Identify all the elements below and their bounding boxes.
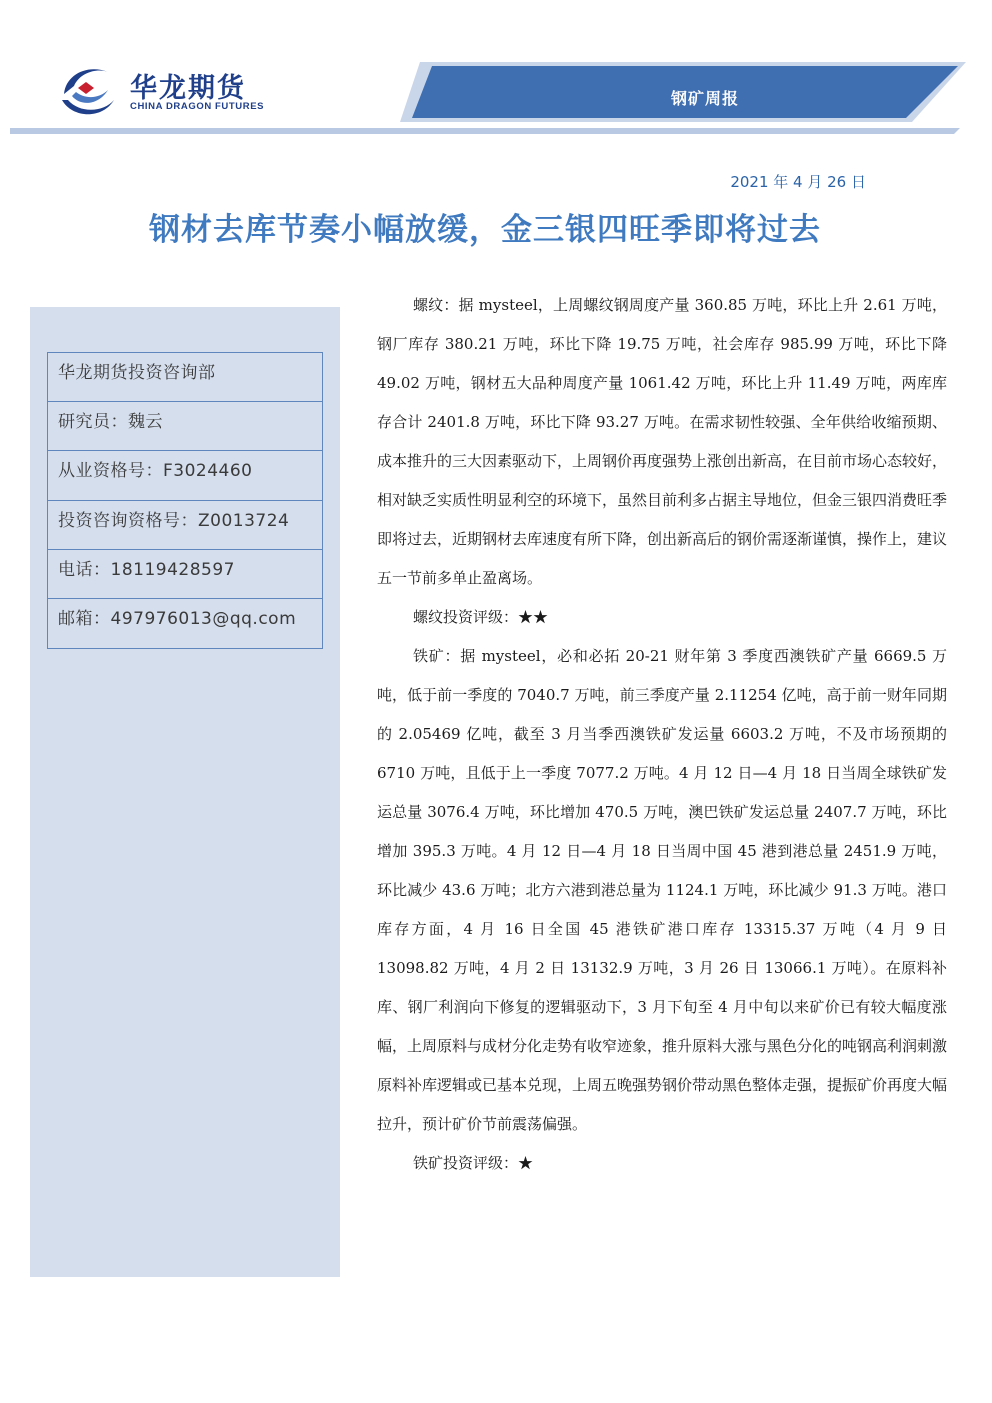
- iron-ore-rating: 铁矿投资评级：★: [413, 1154, 534, 1172]
- report-date: 2021 年 4 月 26 日: [730, 173, 866, 191]
- email-row: 邮箱：497976013@qq.com: [58, 608, 297, 629]
- department-row: 华龙期货投资咨询部: [48, 353, 322, 402]
- page-header: [0, 0, 992, 150]
- rebar-paragraph: 螺纹：据 mysteel，上周螺纹钢周度产量 360.85 万吨，环比上升 2.61 万吨，钢厂库存 380.21 万吨，环比下降 19.75 万吨，社会库存 985.99 万吨，环比下降 49.02 万吨，钢材五大品种周度产量 1061.42 万吨，环比上升 11.49 万吨，两库库存合计 2401.8 万吨，环比下降 93.27 万吨。在需求韧性较强、全年供给收缩预期、成本推升的三大因素驱动下，上周钢价再度强势上涨创出新高，在目前市场心态较好，相对缺乏实质性明显利空的环境下，虽然目前利多占据主导地位，但金三银四消费旺季即将过去，近期钢材去库速度有所下降，创出新高后的钢价需逐渐谨慎，操作上，建议五一节前多单止盈离场。: [377, 296, 948, 587]
- rebar-rating: 螺纹投资评级：★★: [413, 608, 549, 626]
- brand-name-cn: 华龙期货: [130, 73, 246, 104]
- report-body: [377, 286, 947, 1183]
- report-title: 钢材去库节奏小幅放缓，金三银四旺季即将过去: [149, 212, 821, 248]
- report-type-label: 钢矿周报: [670, 89, 739, 108]
- qualification-row: 从业资格号：F3024460: [48, 451, 322, 500]
- researcher-row: 研究员：魏云: [48, 402, 322, 451]
- phone-row: 电话：18119428597: [48, 550, 322, 599]
- analyst-info-table: [47, 352, 323, 649]
- brand-name-en: CHINA DRAGON FUTURES: [130, 101, 265, 112]
- advisory-qualification-row: 投资咨询资格号：Z0013724: [48, 501, 322, 550]
- header-banner: [0, 60, 992, 140]
- iron-ore-paragraph: 铁矿：据 mysteel，必和必拓 20-21 财年第 3 季度西澳铁矿产量 6669.5 万吨，低于前一季度的 7040.7 万吨，前三季度产量 2.11254 亿吨，高于前一财年同期的 2.05469 亿吨，截至 3 月当季西澳铁矿发运量 6603.2 万吨，不及市场预期的 6710 万吨，且低于上一季度 7077.2 万吨。4 月 12 日—4 月 18 日当周全球铁矿发运总量 3076.4 万吨，环比增加 470.5 万吨，澳巴铁矿发运总量 2407.7 万吨，环比增加 395.3 万吨。4 月 12 日—4 月 18 日当周中国 45 港到港总量 2451.9 万吨，环比减少 43.6 万吨；北方六港到港总量为 1124.1 万吨，环比减少 91.3 万吨。港口库存方面，4 月 16 日全国 45 港铁矿港口库存 13315.37 万吨（4 月 9 日 13098.82 万吨，4 月 2 日 13132.9 万吨，3 月 26 日 13066.1 万吨）。在原料补库、钢厂利润向下修复的逻辑驱动下，3 月下旬至 4 月中旬以来矿价已有较大幅度涨幅，上周原料与成材分化走势有收窄迹象，推升原料大涨与黑色分化的吨钢高利润刺激原料补库逻辑或已基本兑现，上周五晚强势钢价带动黑色整体走强，提振矿价再度大幅拉升，预计矿价节前震荡偏强。: [377, 647, 948, 1133]
